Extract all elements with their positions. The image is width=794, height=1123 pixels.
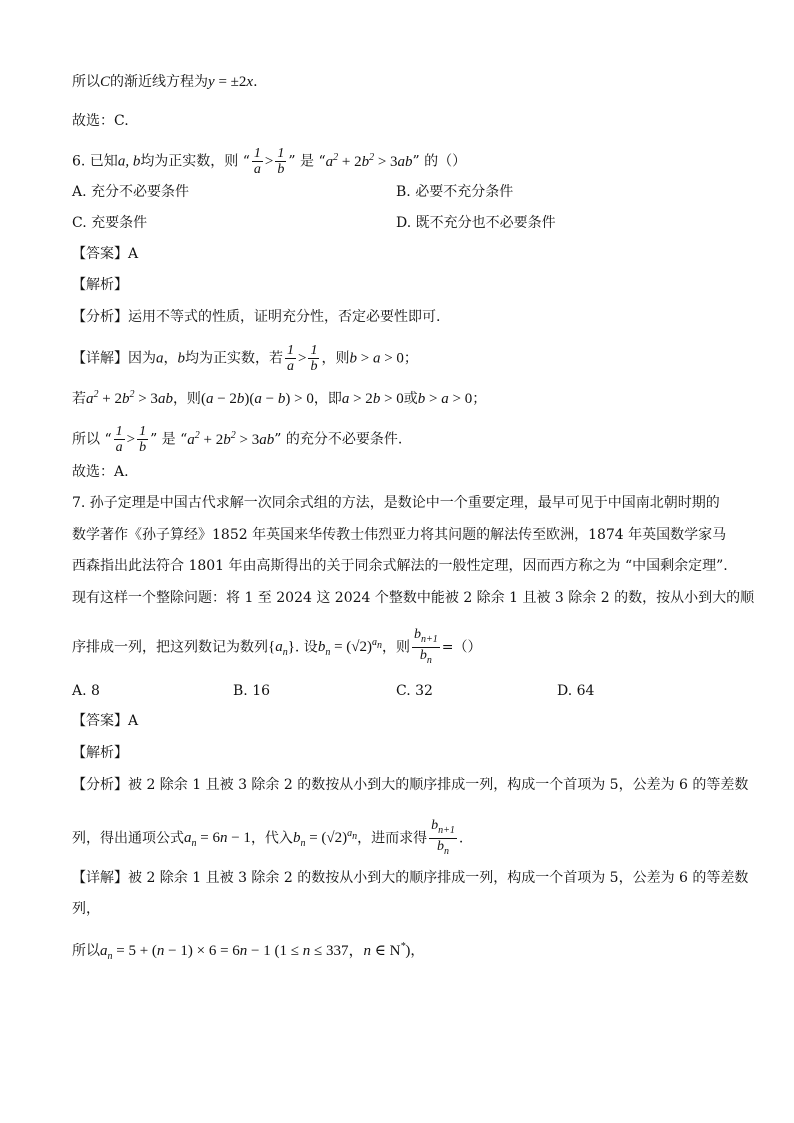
- text: ，即: [313, 391, 342, 407]
- analysis-summary: 【分析】被 2 除余 1 且被 3 除余 2 的数按从小到大的顺序排成一列，构成一个首项为 5，公差为 6 的等差数: [72, 777, 749, 793]
- detail-line: [72, 424, 402, 455]
- option-a: A. 8: [72, 683, 100, 699]
- math: $a_n = 6n - 1$: [184, 830, 251, 850]
- text: ” 是 “: [150, 431, 188, 448]
- text: ，进而求得: [357, 830, 428, 847]
- text: 所以: [72, 74, 100, 90]
- math: $a^2 + 2b^2 > 3ab$: [187, 429, 275, 448]
- detail-line: 所以$a_n = 5 + (n - 1) \times 6 = 6n - 1$ (1 ≤ n ≤ 337，n ∈ N*)，: [72, 941, 425, 962]
- text: ” 的充分不必要条件.: [274, 431, 403, 448]
- analysis-label: 【解析】: [72, 277, 128, 293]
- text: ” 的（）: [412, 153, 467, 170]
- text: 序排成一列，把这列数记为数列: [72, 639, 268, 656]
- option-a: A. 充分不必要条件: [72, 184, 190, 200]
- analysis-summary: 列，得出通项公式$a_n = 6n - 1$，代入$b_n = (√2)^{a_n}$，进而求得 $\frac{b_{n+1}}{b_n}$ .: [72, 818, 464, 857]
- answer-label: 【答案】A: [72, 713, 139, 729]
- text: 【详解】因为: [72, 350, 156, 367]
- math: $a^2 + 2b^2 > 3ab$: [325, 151, 413, 170]
- detail-line: 【详解】因为a，b均为正实数，若 $\frac{1}{a}$ > $\frac{1}{b}$ ，则b > a > 0；: [72, 343, 418, 374]
- text-line: 故选：C.: [72, 113, 129, 129]
- text: =（）: [441, 639, 482, 656]
- math: >: [264, 153, 274, 170]
- option-c: C. 充要条件: [72, 215, 148, 231]
- question-7-text: 数学著作《孙子算经》1852 年英国来华传教士伟烈亚力将其问题的解法传至欧洲，1874 年英国数学家马: [72, 527, 727, 543]
- detail-line: 列，: [72, 901, 100, 917]
- text: 6. 已知: [72, 153, 118, 170]
- fraction: $\frac{1}{b}$: [310, 343, 318, 374]
- math: $a_n = 5 + (n - 1) \times 6 = 6n - 1$ (1 ≤ n ≤ 337，n ∈ N*): [100, 941, 411, 962]
- fraction: $\frac{b_{n+1}}{b_n}$: [431, 818, 455, 857]
- math: a > 2b > 0: [341, 391, 404, 407]
- text: ，则: [382, 639, 410, 656]
- math: $b_n = (√2)^{a_n}$: [292, 828, 358, 850]
- option-b: B. 16: [233, 683, 271, 699]
- fraction: $\frac{1}{a}$: [253, 146, 261, 177]
- text: 的渐近线方程为: [110, 74, 209, 90]
- text: 或: [403, 391, 418, 407]
- text: . 设: [294, 639, 318, 656]
- option-d: D. 64: [557, 683, 595, 699]
- question-7-text: 现有这样一个整除问题：将 1 至 2024 这 2024 个整数中能被 2 除余 1 且被 3 除余 2 的数，按从小到大的顺: [72, 590, 755, 606]
- detail-line: 【详解】被 2 除余 1 且被 3 除余 2 的数按从小到大的顺序排成一列，构成一个首项为 5，公差为 6 的等差数: [72, 870, 749, 886]
- math: b: [177, 350, 185, 367]
- analysis-summary: 【分析】运用不等式的性质，证明充分性，否定必要性即可.: [72, 309, 441, 325]
- math: b > a > 0: [417, 391, 473, 407]
- text: 均为正实数，则 “: [140, 153, 250, 170]
- math: y = ±2x: [208, 74, 254, 90]
- question-7-text: 7. 孙子定理是中国古代求解一次同余式组的方法，是数论中一个重要定理，最早可见于中国南北朝时期的: [72, 495, 720, 511]
- math: >: [298, 350, 307, 367]
- analysis-label: 【解析】: [72, 745, 128, 761]
- text: 列，得出通项公式: [72, 830, 184, 847]
- question-7-text: 西森指出此法符合 1801 年由高斯得出的关于同余式解法的一般性定理，因而西方称之为 “中国剩余定理”.: [72, 558, 728, 574]
- fraction: $\frac{1}{a}$: [115, 424, 123, 455]
- option-b: B. 必要不充分条件: [396, 184, 514, 200]
- text: 所以: [72, 943, 100, 959]
- option-d: D. 既不充分也不必要条件: [396, 215, 556, 231]
- text: 若: [72, 391, 86, 407]
- text: ，则: [321, 350, 350, 367]
- detail-line: 若$a^2 + 2b^2 > 3ab$，则(a − 2b)(a − b) > 0，即a > 2b > 0或b > a > 0；: [72, 389, 487, 407]
- math: a, b: [117, 153, 141, 170]
- question-6-stem: [72, 146, 466, 177]
- text: ” 是 “: [288, 153, 326, 170]
- option-c: C. 32: [396, 683, 433, 699]
- text-line: 所以C的渐近线方程为y = ±2x.: [72, 74, 258, 90]
- text: 均为正实数，若: [185, 350, 283, 367]
- math: (a − 2b)(a − b) > 0: [200, 391, 314, 407]
- fraction: $\frac{b_{n+1}}{b_n}$: [414, 627, 438, 666]
- math: $\{a_n\}$: [268, 639, 295, 659]
- math: $b_n = (√2)^{a_n}$: [317, 637, 382, 659]
- text: ，则: [172, 391, 201, 407]
- fraction: $\frac{1}{b}$: [139, 424, 147, 455]
- math: >: [126, 431, 136, 448]
- question-7-text: [72, 627, 481, 668]
- math: a: [156, 350, 164, 367]
- answer-label: 【答案】A: [72, 246, 139, 262]
- text: 所以 “: [72, 431, 112, 448]
- math: $a^2 + 2b^2 > 3ab$: [86, 389, 173, 407]
- math: C: [100, 74, 111, 90]
- fraction: $\frac{1}{a}$: [287, 343, 294, 374]
- final-answer: 故选：A.: [72, 464, 129, 480]
- fraction: $\frac{1}{b}$: [277, 146, 285, 177]
- math: b > a > 0: [349, 350, 404, 367]
- text: ，代入: [250, 830, 293, 847]
